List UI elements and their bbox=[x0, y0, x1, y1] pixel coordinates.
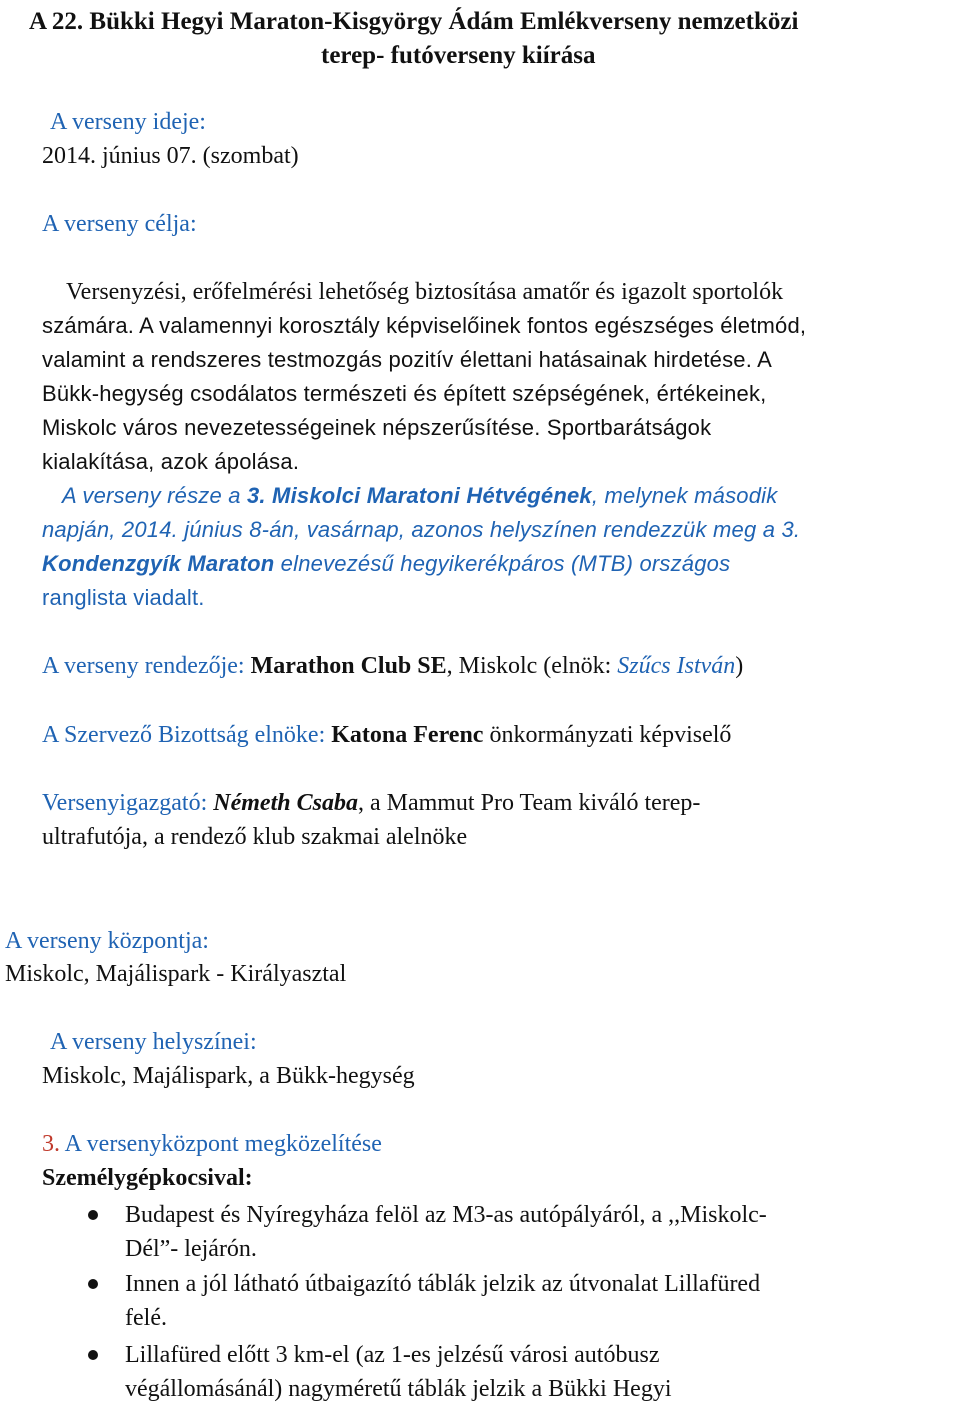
goal-line-4: Bükk-hegység csodálatos természeti és épített szépségének, értékeinek, bbox=[42, 381, 767, 406]
goal-line-3: valamint a rendszeres testmozgás pozitív élettani hatásainak hirdetése. A bbox=[42, 347, 772, 372]
date-value: 2014. június 07. (szombat) bbox=[42, 143, 299, 169]
organizer-president: Szűcs István bbox=[617, 653, 736, 679]
bullet-dot bbox=[88, 1279, 98, 1289]
goal-part-line-3 bbox=[42, 547, 730, 581]
committee-line bbox=[42, 718, 731, 752]
goal-part-line-4: ranglista viadalt. bbox=[42, 585, 205, 610]
committee-rest: önkormányzati képviselő bbox=[483, 722, 732, 748]
approach-heading bbox=[42, 1127, 382, 1161]
director-line-2: ultrafutója, a rendező klub szakmai alelnöke bbox=[42, 824, 468, 850]
committee-name: Katona Ferenc bbox=[331, 722, 484, 748]
organizer-rest: , Miskolc (elnök: bbox=[446, 653, 618, 679]
venues-label: A verseny helyszínei: bbox=[50, 1029, 257, 1055]
car-label: Személygépkocsival: bbox=[42, 1165, 253, 1191]
goal-part-suffix: , melynek második bbox=[591, 483, 778, 508]
director-rest: , a Mammut Pro Team kiváló terep- bbox=[357, 790, 701, 816]
organizer-line bbox=[42, 649, 743, 683]
goal-part-line-2: napján, 2014. június 8-án, vasárnap, azonos helyszínen rendezzük meg a 3. bbox=[42, 517, 801, 542]
committee-label: A Szervező Bizottság elnöke: bbox=[42, 722, 332, 748]
bullet-1-line-2: Dél”- lejárón. bbox=[125, 1236, 257, 1262]
goal-line-2: számára. A valamennyi korosztály képviselőinek fontos egészséges életmód, bbox=[42, 313, 807, 338]
venues-value: Miskolc, Majálispark, a Bükk-hegység bbox=[42, 1063, 415, 1089]
director-label: Versenyigazgató: bbox=[42, 790, 214, 816]
bullet-dot bbox=[88, 1350, 98, 1360]
director-name: Németh Csaba bbox=[213, 790, 358, 816]
bullet-3-line-2: végállomásánál) nagyméretű táblák jelzik a Bükki Hegyi bbox=[125, 1376, 672, 1402]
goal-mtb-rest: elnevezésű hegyikerékpáros (MTB) országos bbox=[274, 551, 731, 576]
document-title-line-1: A 22. Bükki Hegyi Maraton-Kisgyörgy Ádám Emlékverseny nemzetközi bbox=[29, 8, 799, 35]
approach-number: 3. bbox=[42, 1131, 60, 1157]
goal-line-6: kialakítása, azok ápolása. bbox=[42, 449, 300, 474]
goal-part-event: 3. Miskolci Maratoni Hétvégének bbox=[246, 483, 592, 508]
organizer-label: A verseny rendezője: bbox=[42, 653, 251, 679]
bullet-2-line-1: Innen a jól látható útbaigazító táblák jelzik az útvonalat Lillafüred bbox=[125, 1271, 761, 1297]
document-title-line-2: terep- futóverseny kiírása bbox=[321, 42, 596, 69]
goal-line-1: Versenyzési, erőfelmérési lehetőség biztosítása amatőr és igazolt sportolók bbox=[66, 279, 784, 305]
date-label: A verseny ideje: bbox=[50, 109, 206, 135]
organizer-close: ) bbox=[735, 653, 744, 679]
goal-part-line bbox=[62, 479, 777, 513]
bullet-2-line-2: felé. bbox=[125, 1305, 167, 1331]
bullet-dot bbox=[88, 1210, 98, 1220]
bullet-3-line-1: Lillafüred előtt 3 km-el (az 1-es jelzésű városi autóbusz bbox=[125, 1342, 660, 1368]
goal-mtb-event: Kondenzgyík Maraton bbox=[42, 551, 275, 576]
bullet-1-line-1: Budapest és Nyíregyháza felöl az M3-as autópályáról, a ,,Miskolc- bbox=[125, 1202, 767, 1228]
goal-label: A verseny célja: bbox=[42, 211, 197, 237]
director-line bbox=[42, 786, 700, 820]
center-label: A verseny központja: bbox=[5, 928, 209, 954]
goal-part-prefix: A verseny része a bbox=[62, 483, 247, 508]
organizer-name: Marathon Club SE bbox=[250, 653, 447, 679]
goal-line-5: Miskolc város nevezetességeinek népszerűsítése. Sportbarátságok bbox=[42, 415, 712, 440]
approach-label: A versenyközpont megközelítése bbox=[60, 1131, 382, 1157]
center-value: Miskolc, Majálispark - Királyasztal bbox=[5, 961, 347, 987]
